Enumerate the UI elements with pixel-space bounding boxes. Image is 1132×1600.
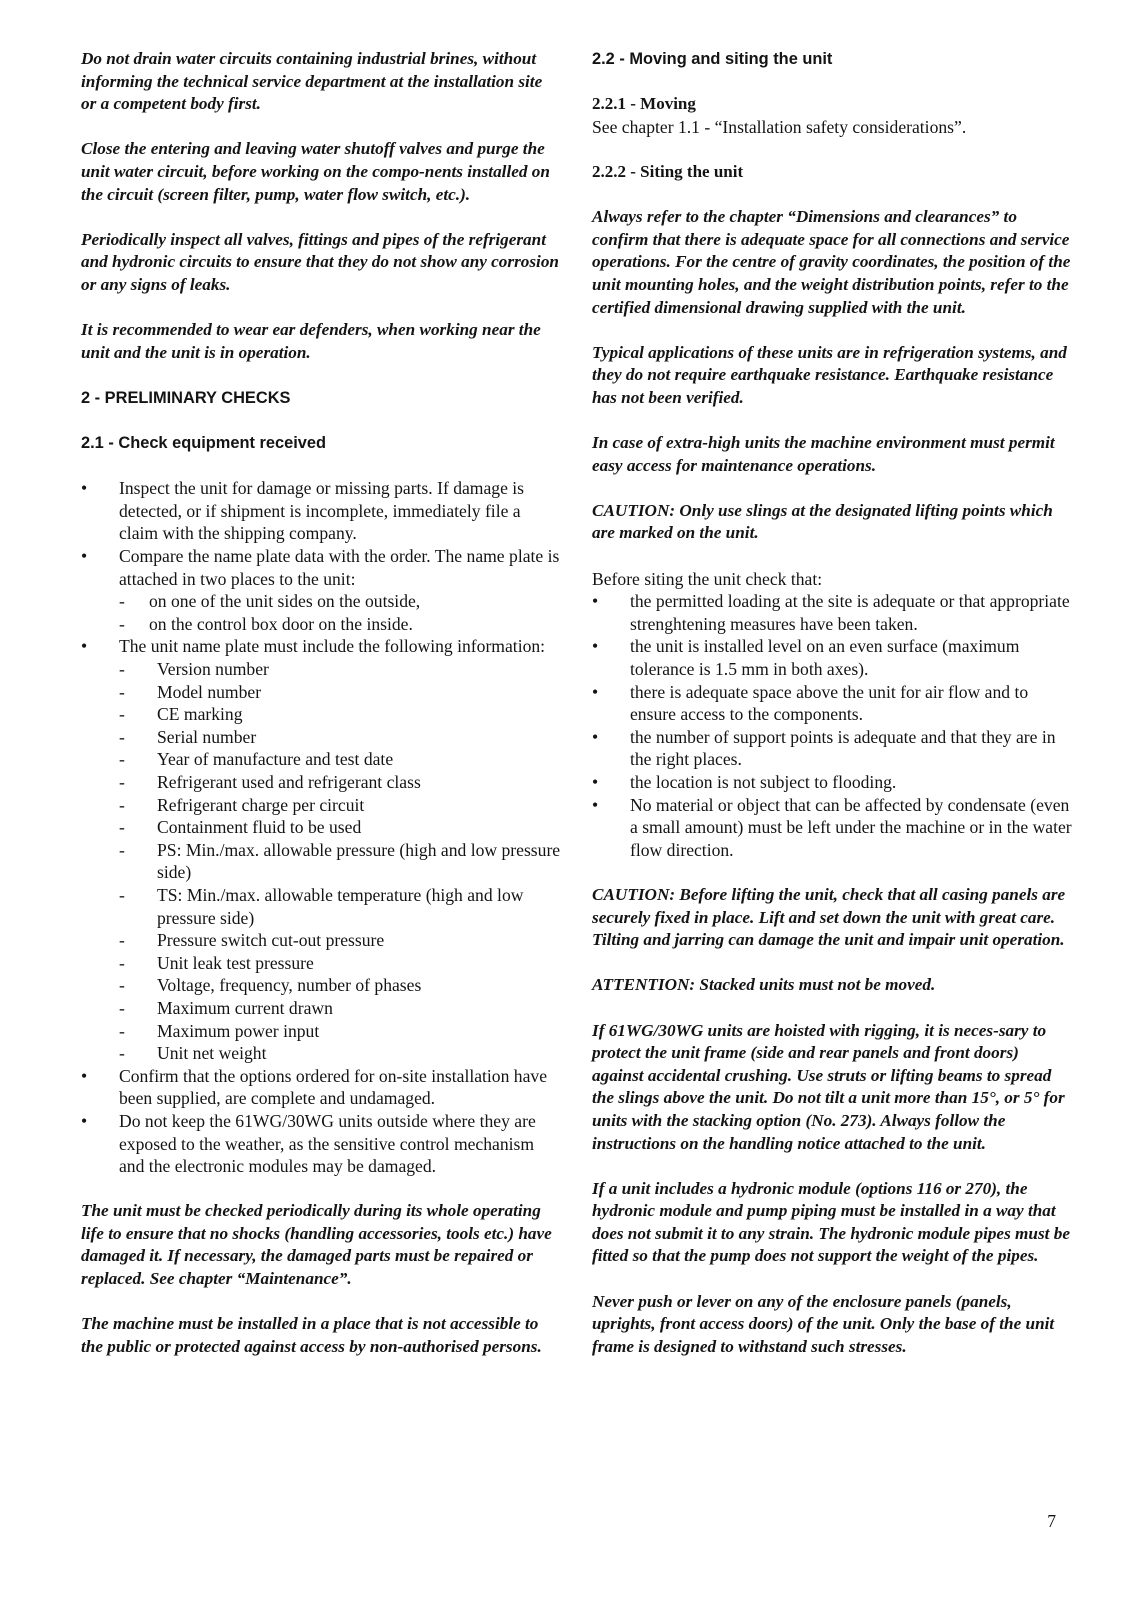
warning-paragraph: If 61WG/30WG units are hoisted with rigging, it is neces-sary to protect the unit frame (side and rear panels and front doors) against accidental crushing. Use struts or lifting beams to spread the slings above the unit. Do not tilt a unit more than 15°, or 5° for units with the stacking option (No. 273). Always follow the instructions on the handling notice attached to the unit. <box>592 1020 1065 1153</box>
list-item: - TS: Min./max. allowable temperature (high and low pressure side) <box>119 884 561 929</box>
list-item: - Refrigerant used and refrigerant class <box>119 771 561 794</box>
name-plate-location-list <box>119 590 561 635</box>
warning-paragraph: Typical applications of these units are in refrigeration systems, and they do not require earthquake resistance. Earthquake resistance has not been verified. <box>592 342 1067 407</box>
warning-paragraph: ATTENTION: Stacked units must not be moved. <box>592 975 936 995</box>
list-item: • the number of support points is adequate and that they are in the right places. <box>592 726 1072 771</box>
list-item <box>81 1065 561 1110</box>
list-item: - Voltage, frequency, number of phases <box>119 974 561 997</box>
subsection-heading-moving: 2.2.1 - Moving <box>592 94 696 114</box>
list-item-text: Confirm that the options ordered for on-site installation have been supplied, are complete and undamaged. <box>119 1065 548 1109</box>
section-heading-moving-siting: 2.2 - Moving and siting the unit <box>592 50 833 68</box>
list-item: • the unit is installed level on an even surface (maximum tolerance is 1.5 mm in both axes). <box>592 635 1072 680</box>
list-item <box>81 635 561 1064</box>
list-item: - Pressure switch cut-out pressure <box>119 929 561 952</box>
warning-paragraph: Do not drain water circuits containing industrial brines, without informing the technical service department at the installation site or a competent body first. <box>81 49 543 114</box>
list-item: - Unit net weight <box>119 1042 561 1065</box>
list-item <box>81 545 561 635</box>
list-item: - Serial number <box>119 726 561 749</box>
warning-paragraph: It is recommended to wear ear defenders, when working near the unit and the unit is in operation. <box>81 320 541 362</box>
list-item: - on the control box door on the inside. <box>119 613 561 636</box>
section-heading-preliminary-checks: 2 - PRELIMINARY CHECKS <box>81 388 291 407</box>
warning-paragraph: In case of extra-high units the machine environment must permit easy access for maintenance operations. <box>592 433 1055 475</box>
list-item-text: Inspect the unit for damage or missing parts. If damage is detected, or if shipment is incomplete, immediately file a claim with the shipping company. <box>119 478 525 544</box>
list-item: - Maximum power input <box>119 1020 561 1043</box>
warning-paragraph: The unit must be checked periodically during its whole operating life to ensure that no shocks (handling accessories, tools etc.) have damaged it. If necessary, the damaged parts must be repaired or replaced. See chapter “Maintenance”. <box>81 1201 552 1289</box>
list-item: - on one of the unit sides on the outside, <box>119 590 561 613</box>
siting-check-list <box>592 590 1072 861</box>
list-item <box>81 1110 561 1178</box>
subsection-heading-siting: 2.2.2 - Siting the unit <box>592 161 744 181</box>
list-item: - Version number <box>119 658 561 681</box>
warning-paragraph: If a unit includes a hydronic module (options 116 or 270), the hydronic module and pump piping must be installed in a way that does not submit it to any strain. The hydronic module pipes must be fitted so that the pump does not support the weight of the pipes. <box>592 1178 1070 1266</box>
siting-check-intro: Before siting the unit check that: <box>592 568 823 589</box>
warning-paragraph: CAUTION: Before lifting the unit, check that all casing panels are securely fixed in place. Lift and set down the unit with great care. Tilting and jarring can damage the unit and impair unit operation. <box>592 884 1066 950</box>
list-item: - PS: Min./max. allowable pressure (high and low pressure side) <box>119 839 561 884</box>
list-item: • No material or object that can be affected by condensate (even a small amount) must be left under the machine or in the water flow direction. <box>592 794 1072 862</box>
name-plate-info-list <box>119 658 561 1065</box>
warning-paragraph: Periodically inspect all valves, fittings and pipes of the refrigerant and hydronic circuits to ensure that they do not show any corrosion or any signs of leaks. <box>81 229 559 294</box>
left-column <box>81 48 561 1381</box>
list-item: - Refrigerant charge per circuit <box>119 794 561 817</box>
page-number: 7 <box>1047 1511 1056 1531</box>
list-item: - Model number <box>119 681 561 704</box>
list-item <box>81 477 561 545</box>
list-item: - Maximum current drawn <box>119 997 561 1020</box>
list-item: • there is adequate space above the unit for air flow and to ensure access to the components. <box>592 681 1072 726</box>
warning-paragraph: Close the entering and leaving water shutoff valves and purge the unit water circuit, before working on the compo-nents installed on the circuit (screen filter, pump, water flow switch, etc.). <box>81 139 550 204</box>
list-item-text: Compare the name plate data with the order. The name plate is attached in two places to the unit: <box>119 546 560 589</box>
equipment-check-list <box>81 477 561 1177</box>
list-item-text: The unit name plate must include the following information: <box>119 636 546 657</box>
list-item: - Year of manufacture and test date <box>119 748 561 771</box>
warning-paragraph: CAUTION: Only use slings at the designated lifting points which are marked on the unit. <box>592 500 1053 543</box>
list-item: - CE marking <box>119 703 561 726</box>
list-item: • the location is not subject to flooding. <box>592 771 1072 794</box>
list-item: • the permitted loading at the site is adequate or that appropriate strenghtening measures have been taken. <box>592 590 1072 635</box>
warning-paragraph: The machine must be installed in a place that is not accessible to the public or protected against access by non-authorised persons. <box>81 1314 542 1356</box>
list-item-text: Do not keep the 61WG/30WG units outside where they are exposed to the weather, as the sensitive control mechanism and the electronic modules may be damaged. <box>119 1110 536 1177</box>
subsection-heading-check-equipment: 2.1 - Check equipment received <box>81 434 327 453</box>
warning-paragraph: Always refer to the chapter “Dimensions and clearances” to confirm that there is adequate space for all connections and service operations. For the centre of gravity coordinates, the position of the unit mounting holes, and the weight distribution points, refer to the certified dimensional drawing supplied with the unit. <box>592 207 1071 317</box>
right-column <box>592 48 1072 1381</box>
warning-paragraph: Never push or lever on any of the enclosure panels (panels, uprights, front access doors) of the unit. Only the base of the unit frame is designed to withstand such stresses. <box>592 1291 1055 1356</box>
list-item: - Containment fluid to be used <box>119 816 561 839</box>
moving-text: See chapter 1.1 - “Installation safety considerations”. <box>592 116 967 137</box>
list-item: - Unit leak test pressure <box>119 952 561 975</box>
